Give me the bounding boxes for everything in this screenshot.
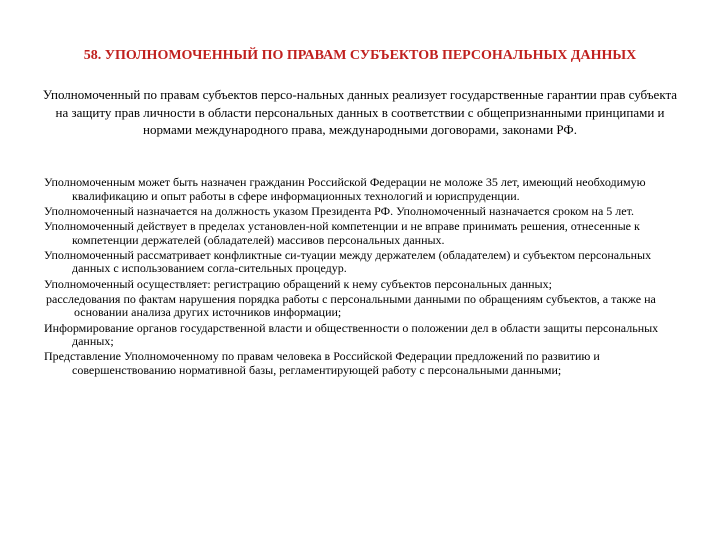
list-item: расследования по фактам нарушения порядка работы с персональными данными по обращениям субъектов, а также на основании анализа других источников информации; xyxy=(46,291,656,320)
list-item: Уполномоченный назначается на должность указом Президента РФ. Уполномоченный назначается сроком на 5 лет. xyxy=(44,203,634,218)
list-item: Информирование органов государственной власти и общественности о положении дел в области защиты персональных данных; xyxy=(44,320,659,349)
list-item: Уполномоченным может быть назначен гражданин Российской Федерации не моложе 35 лет, имеющий необходимую квалификацию и опыт работы в сфере информационных технологий и юриспруденции. xyxy=(44,175,646,203)
list-item: Уполномоченный осуществляет: регистрацию обращений к нему субъектов персональных данных; xyxy=(44,276,552,291)
list-item: Представление Уполномоченному по правам человека в Российской Федерации предложений по развитию и совершенствованию нормативной базы, регламентирующей работу с персональными данными; xyxy=(44,349,600,377)
slide-title: 58. УПОЛНОМОЧЕННЫЙ ПО ПРАВАМ СУБЪЕКТОВ ПЕРСОНАЛЬНЫХ ДАННЫХ xyxy=(83,48,637,63)
list-item: Уполномоченный действует в пределах установлен-ной компетенции и не вправе принимать решения, отнесенные к компетенции держателей (обладателей) массивов персональных данных. xyxy=(44,218,640,247)
provisions-list xyxy=(44,176,684,379)
list-item: Уполномоченный рассматривает конфликтные си-туации между держателем (обладателем) и субъектом персональных данных с использованием согла-сительных процедур. xyxy=(44,247,652,276)
intro-paragraph: Уполномоченный по правам субъектов персо-нальных данных реализует государственные гарантии прав субъекта на защиту прав личности в области персональных данных в соответствии с общепризнанными принципами и нормами международного права, международными договорами, законами РФ. xyxy=(42,87,678,137)
